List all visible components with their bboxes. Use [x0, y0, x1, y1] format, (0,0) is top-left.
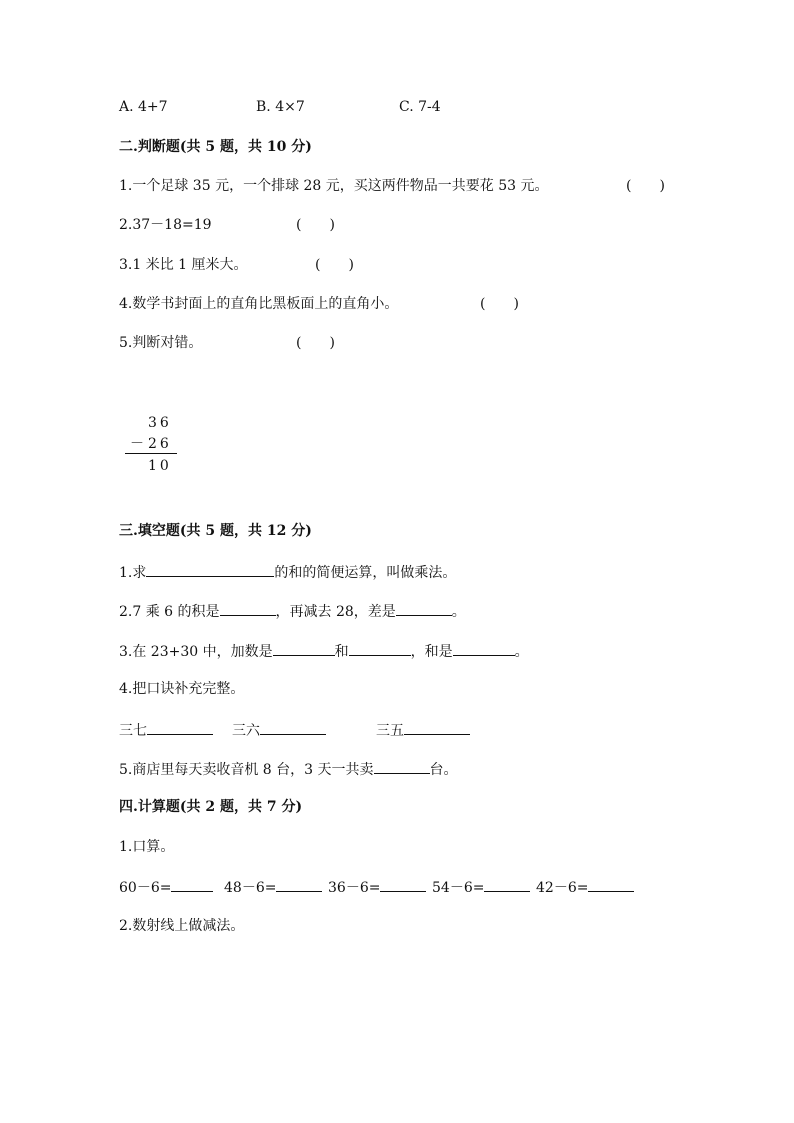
- fill-q1-text-b: 的和的简便运算，叫做乘法。: [274, 565, 457, 581]
- option-c: C. 7-4: [399, 99, 441, 115]
- koujue-2-label: 三六: [232, 723, 260, 739]
- oral-calc-1: [119, 877, 213, 897]
- oral-calc-4-expr: 54－6=: [432, 880, 485, 896]
- fill-q3-text-c: ，和是: [410, 644, 453, 660]
- fill-q3-blank-addend2[interactable]: [349, 641, 411, 656]
- fill-q3-text-b: 和: [334, 644, 349, 660]
- koujue-1: [119, 720, 213, 740]
- fill-q3: [119, 641, 529, 661]
- koujue-3-blank[interactable]: [404, 720, 470, 735]
- answer-paren-q5: ( ): [296, 335, 335, 351]
- answer-paren-q3: ( ): [315, 257, 354, 273]
- vertical-rule-line: [125, 453, 177, 454]
- option-b: B. 4×7: [256, 99, 305, 115]
- vertical-result: 10: [148, 458, 172, 474]
- fill-q1-text-a: 1.求: [119, 565, 147, 581]
- koujue-3-label: 三五: [376, 723, 404, 739]
- fill-q5-blank[interactable]: [374, 759, 430, 774]
- oral-calc-3: [328, 877, 426, 897]
- section-2-title: 二.判断题(共 5 题，共 10 分): [119, 139, 312, 155]
- judge-q4: 4.数学书封面上的直角比黑板面上的直角小。: [119, 296, 399, 312]
- judge-q3: 3.1 米比 1 厘米大。: [119, 257, 248, 273]
- fill-q5-text-b: 台。: [429, 762, 458, 778]
- fill-q3-text-d: 。: [514, 644, 529, 660]
- koujue-2: [232, 720, 326, 740]
- oral-calc-2-expr: 48－6=: [224, 880, 277, 896]
- vertical-minus-sign: －: [130, 436, 147, 452]
- oral-calc-3-blank[interactable]: [380, 877, 426, 892]
- vertical-second-number: 26: [148, 436, 172, 452]
- vertical-subtraction: [125, 412, 185, 482]
- fill-q2-blank-product[interactable]: [220, 601, 276, 616]
- fill-q2: [119, 601, 466, 621]
- fill-q3-blank-sum[interactable]: [453, 641, 515, 656]
- koujue-1-label: 三七: [119, 723, 147, 739]
- answer-paren-q4: ( ): [480, 296, 519, 312]
- judge-q1: 1.一个足球 35 元，一个排球 28 元，买这两件物品一共要花 53 元。: [119, 178, 549, 194]
- fill-q2-blank-difference[interactable]: [396, 601, 452, 616]
- calc-q2: 2.数射线上做减法。: [119, 918, 245, 934]
- oral-calc-5-expr: 42－6=: [536, 880, 589, 896]
- fill-q2-text-b: ，再减去 28，差是: [275, 604, 396, 620]
- oral-calc-1-expr: 60－6=: [119, 880, 172, 896]
- oral-calc-1-blank[interactable]: [171, 877, 213, 892]
- answer-paren-q2: ( ): [296, 217, 335, 233]
- fill-q2-text-a: 2.7 乘 6 的积是: [119, 604, 220, 620]
- oral-calc-4-blank[interactable]: [484, 877, 530, 892]
- fill-q3-text-a: 3.在 23+30 中，加数是: [119, 644, 273, 660]
- calc-q1: 1.口算。: [119, 839, 175, 855]
- answer-paren-q1: ( ): [626, 178, 665, 194]
- fill-q3-blank-addend1[interactable]: [273, 641, 335, 656]
- option-a: A. 4+7: [119, 99, 168, 115]
- section-3-title: 三.填空题(共 5 题，共 12 分): [119, 523, 312, 539]
- fill-q4: 4.把口诀补充完整。: [119, 681, 245, 697]
- fill-q5: [119, 759, 458, 779]
- fill-q1-blank[interactable]: [146, 562, 274, 577]
- oral-calc-2-blank[interactable]: [276, 877, 322, 892]
- vertical-top-number: 36: [148, 415, 172, 431]
- fill-q5-text-a: 5.商店里每天卖收音机 8 台，3 天一共卖: [119, 762, 374, 778]
- oral-calc-5: [536, 877, 634, 897]
- judge-q2: 2.37－18=19: [119, 217, 212, 233]
- oral-calc-5-blank[interactable]: [588, 877, 634, 892]
- koujue-3: [376, 720, 470, 740]
- koujue-2-blank[interactable]: [260, 720, 326, 735]
- fill-q2-text-c: 。: [451, 604, 466, 620]
- koujue-1-blank[interactable]: [147, 720, 213, 735]
- judge-q5: 5.判断对错。: [119, 335, 203, 351]
- section-4-title: 四.计算题(共 2 题，共 7 分): [119, 799, 303, 815]
- oral-calc-3-expr: 36－6=: [328, 880, 381, 896]
- oral-calc-4: [432, 877, 530, 897]
- oral-calc-2: [224, 877, 322, 897]
- fill-q1: [119, 562, 456, 582]
